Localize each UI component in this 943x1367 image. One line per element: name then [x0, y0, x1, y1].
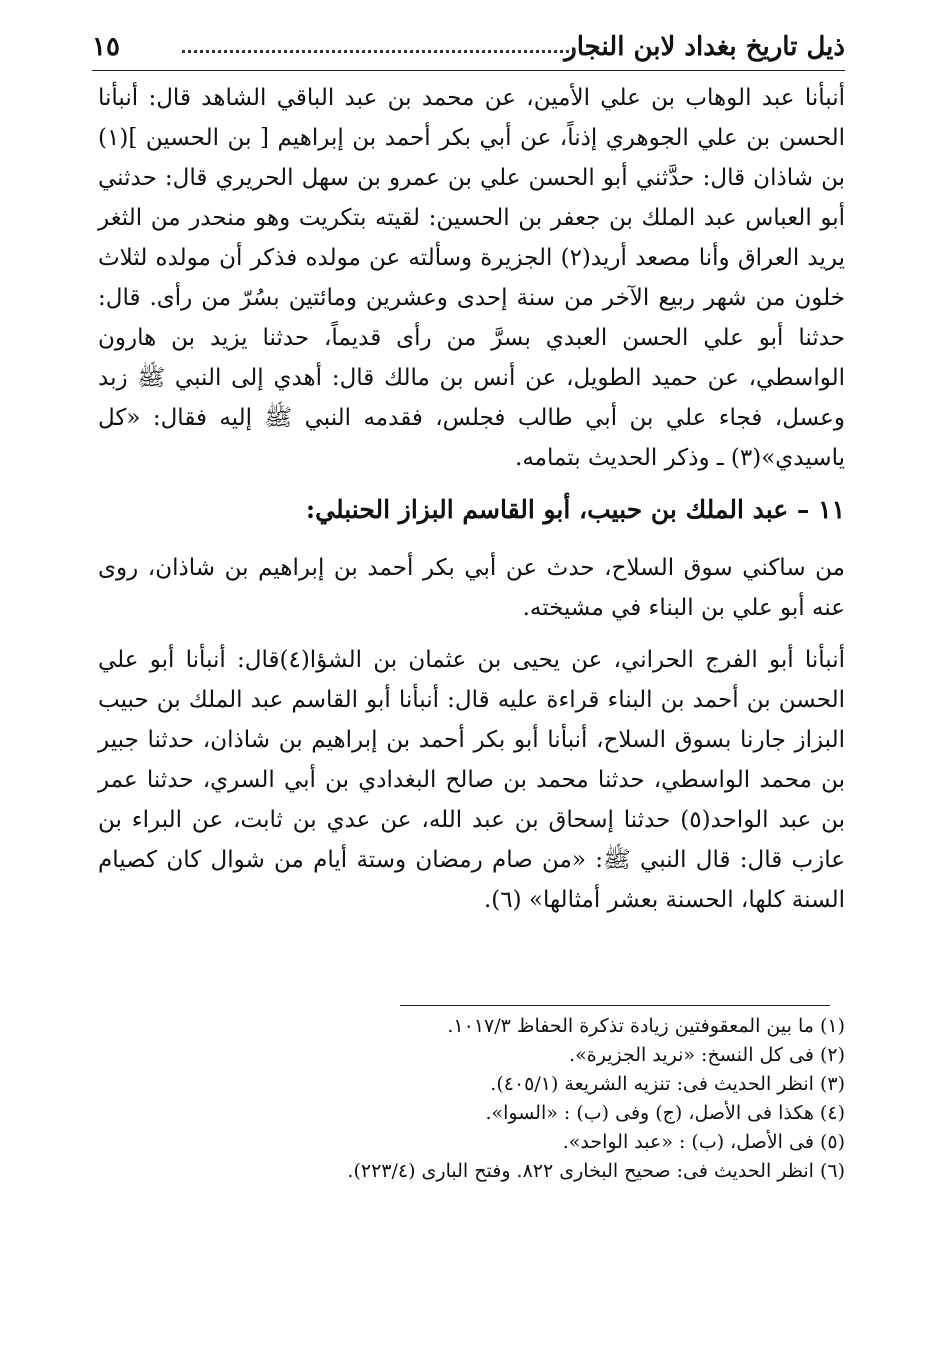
paragraph-isnad-1: أنبأنا عبد الوهاب بن علي الأمين، عن محمد بن عبد الباقي الشاهد قال: أنبأنا الحسن بن علي الجوهري إذناً، عن أبي بكر أحمد بن إبراهيم [ بن الحسين ](١) بن شاذان قال: حدَّثني أبو الحسن علي بن عمرو بن سهل الحريري قال: حدثني أبو العباس عبد الملك بن جعفر بن الحسين: لقيته بتكريت وهو منحدر من الثغر يريد العراق وأنا مصعد أريد(٢) الجزيرة وسألته عن مولده فذكر أن مولده لثلاث خلون من شهر ربيع الآخر من سنة إحدى وعشرين ومائتين بسُرّ من رأى. قال: حدثنا أبو علي الحسن العبدي بسرَّ من رأى قديماً، حدثنا يزيد بن هارون الواسطي، عن حميد الطويل، عن أنس بن مالك قال: أهدي إلى النبي ﷺ زبد وعسل، فجاء علي بن أبي طالب فجلس، فقدمه النبي ﷺ إليه فقال: «كل ياسيدي»(٣) ـ وذكر الحديث بتمامه.	[98, 85, 846, 471]
footnote-separator	[400, 1005, 830, 1006]
entry-heading: ١١ – عبد الملك بن حبيب، أبو القاسم البزاز الحنبلي:	[305, 495, 845, 524]
footnote-item: (٣) انظر الحديث فى: تنزيه الشريعة (٤٠٥/١).	[490, 1073, 845, 1095]
footnote-item: (١) ما بين المعقوفتين زيادة تذكرة الحفاظ ١٠١٧/٣.	[447, 1015, 845, 1037]
footnote-item: (٢) فى كل النسخ: «نريد الجزيرة».	[569, 1044, 845, 1066]
footnote-item: (٦) انظر الحديث فى: صحيح البخارى ٨٢٢. وفتح البارى (٢٢٣/٤).	[347, 1160, 845, 1182]
footnote-item: (٥) فى الأصل، (ب) : «عبد الواحد».	[562, 1131, 845, 1153]
book-title: ذيل تاريخ بغداد لابن النجار	[564, 32, 845, 62]
footnote-item: (٤) هكذا فى الأصل، (ج) وفى (ب) : «السوا».	[485, 1102, 845, 1124]
page-number: ١٥	[92, 32, 120, 62]
paragraph-isnad-2: أنبأنا أبو الفرج الحراني، عن يحيى بن عثمان بن الشؤا(٤)قال: أنبأنا أبو علي الحسن بن أحمد بن البناء قراءة عليه قال: أنبأنا أبو القاسم عبد الملك بن حبيب البزاز جارنا بسوق السلاح، أنبأنا أبو بكر أحمد بن إبراهيم بن شاذان، حدثنا جبير بن محمد الواسطي، حدثنا محمد بن صالح البغدادي بن أبي السري، حدثنا عمر بن عبد الواحد(٥) حدثنا إسحاق بن عبد الله، عن عدي بن ثابت، عن البراء بن عازب قال: قال النبي ﷺ: «من صام رمضان وستة أيام من شوال كان كصيام السنة كلها، الحسنة بعشر أمثالها» (٦).	[98, 647, 845, 913]
paragraph-biography: من ساكني سوق السلاح، حدث عن أبي بكر أحمد بن إبراهيم بن شاذان، روى عنه أبو علي بن البناء في مشيخته.	[98, 555, 845, 621]
footnotes-list	[98, 1012, 845, 1186]
running-header	[92, 30, 845, 71]
header-dot-leader	[182, 50, 575, 53]
